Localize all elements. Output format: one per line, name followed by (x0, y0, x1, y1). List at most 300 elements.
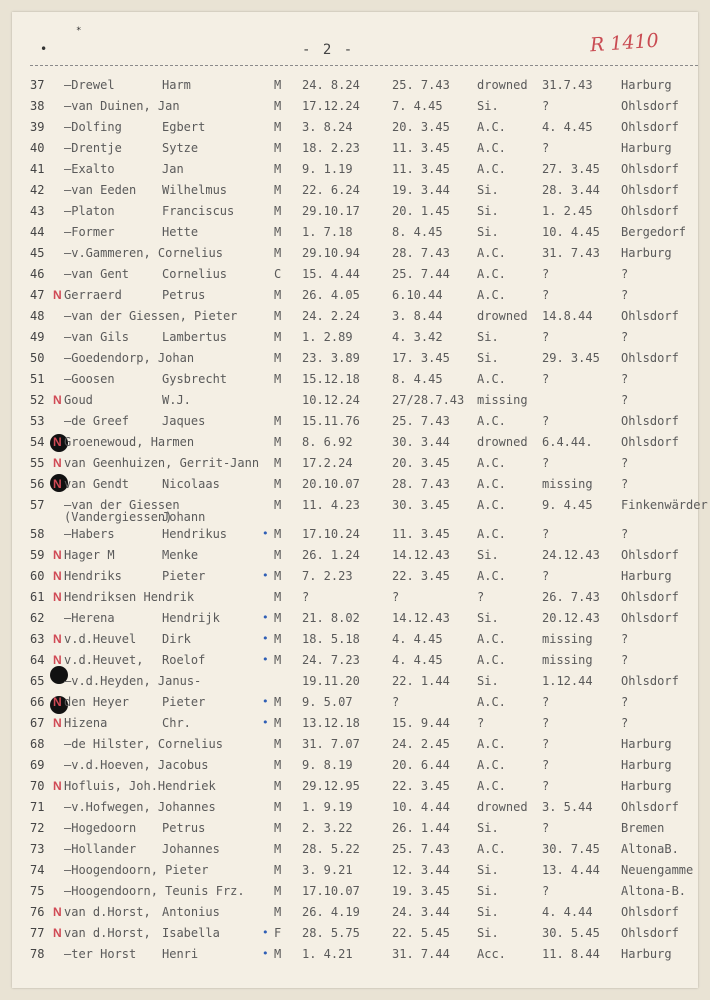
cell-died: ? (542, 716, 550, 730)
cell-arrival: 30. 3.44 (392, 435, 450, 449)
cell-birth: 1. 7.18 (302, 225, 353, 239)
cell-sex: M (274, 569, 282, 583)
cell-arrival: 25. 7.44 (392, 267, 450, 281)
archive-mark: R 1410 (589, 29, 660, 57)
cell-birth: 15.11.76 (302, 414, 360, 428)
table-row (12, 628, 698, 649)
cell-arrival: 17. 3.45 (392, 351, 450, 365)
cell-arrival: 20. 6.44 (392, 758, 450, 772)
cell-fate: A.C. (477, 477, 506, 491)
cell-arrival: 11. 3.45 (392, 141, 450, 155)
cell-fate: A.C. (477, 842, 506, 856)
table-row (12, 670, 698, 691)
cell-given: Henri (162, 947, 199, 961)
cell-mark: N (53, 435, 62, 449)
cell-place: Finkenwärder (621, 498, 708, 512)
cell-sex: M (274, 548, 282, 562)
cell-fate: A.C. (477, 372, 506, 386)
cell-fate: Si. (477, 225, 499, 239)
cell-place: Ohlsdorf (621, 674, 679, 688)
cell-birth: 21. 8.02 (302, 611, 360, 625)
cell-sex: M (274, 78, 282, 92)
cell-num: 78 (30, 947, 45, 961)
cell-num: 49 (30, 330, 45, 344)
table-row (12, 712, 698, 733)
cell-num: 75 (30, 884, 45, 898)
cell-surname: van Geenhuizen, Gerrit-Jann (64, 456, 260, 470)
cell-sex: M (274, 330, 282, 344)
cell-died: 27. 3.45 (542, 162, 600, 176)
cell-fate: A.C. (477, 288, 506, 302)
cell-num: 37 (30, 78, 45, 92)
cell-birth: 28. 5.75 (302, 926, 360, 940)
cell-birth: 20.10.07 (302, 477, 360, 491)
cell-num: 62 (30, 611, 45, 625)
cell-fate: Si. (477, 863, 499, 877)
cell-fate: drowned (477, 435, 528, 449)
cell-surname: –van Gils (64, 330, 130, 344)
cell-surname: –van der Giessen, Pieter (64, 309, 238, 323)
cell-fate: A.C. (477, 758, 506, 772)
cell-fate: Si. (477, 905, 499, 919)
cell-surname: –Herena (64, 611, 115, 625)
cell-fate: drowned (477, 309, 528, 323)
cell-surname: Gerraerd (64, 288, 122, 302)
cell-sex: M (274, 842, 282, 856)
cell-place: Harburg (621, 246, 672, 260)
cell-surname: –Former (64, 225, 115, 239)
cell-surname: Goud (64, 393, 93, 407)
table-row (12, 200, 698, 221)
table-row (12, 775, 698, 796)
cell-fate: ? (477, 590, 485, 604)
cell-sex: M (274, 905, 282, 919)
cell-given: Hendrikus (162, 527, 228, 541)
cell-mark: N (53, 632, 62, 646)
cell-arrival: 12. 3.44 (392, 863, 450, 877)
cell-num: 58 (30, 527, 45, 541)
document-page (12, 12, 708, 988)
cell-sex: M (274, 653, 282, 667)
cell-arrival: 25. 7.43 (392, 842, 450, 856)
table-row (12, 389, 698, 410)
cell-fate: A.C. (477, 527, 506, 541)
cell-arrival: ? (392, 590, 400, 604)
table-row (12, 452, 698, 473)
cell-given-alt: Johann (162, 510, 206, 524)
cell-birth: 1. 9.19 (302, 800, 353, 814)
cell-died: 31. 7.43 (542, 246, 600, 260)
cell-died: ? (542, 99, 550, 113)
cell-place: Harburg (621, 947, 672, 961)
cell-num: 59 (30, 548, 45, 562)
cell-arrival: 24. 3.44 (392, 905, 450, 919)
cell-num: 42 (30, 183, 45, 197)
cell-num: 56 (30, 477, 45, 491)
cell-surname: v.d.Heuvet, (64, 653, 144, 667)
cell-died: 13. 4.44 (542, 863, 600, 877)
cell-died: 4. 4.45 (542, 120, 593, 134)
cell-surname: –van der Giessen (64, 498, 180, 512)
cell-fate: A.C. (477, 695, 506, 709)
cell-surname: van d.Horst, (64, 926, 151, 940)
cell-sex: M (274, 183, 282, 197)
cell-birth: 8. 6.92 (302, 435, 353, 449)
cell-sex: M (274, 498, 282, 512)
cell-birth: 15.12.18 (302, 372, 360, 386)
cell-died: 6.4.44. (542, 435, 593, 449)
cell-arrival: 4. 4.45 (392, 632, 443, 646)
cell-given: Johannes (162, 842, 220, 856)
cell-birth: 1. 4.21 (302, 947, 353, 961)
cell-surname: Hager M (64, 548, 115, 562)
cell-mark: N (53, 288, 62, 302)
table-row (12, 544, 698, 565)
table-row (12, 880, 698, 901)
cell-given: Harm (162, 78, 191, 92)
cell-surname: –van Gent (64, 267, 130, 281)
cell-num: 46 (30, 267, 45, 281)
cell-died: 9. 4.45 (542, 498, 593, 512)
cell-num: 61 (30, 590, 45, 604)
cell-arrival: 11. 3.45 (392, 162, 450, 176)
cell-num: 77 (30, 926, 45, 940)
cell-arrival: 14.12.43 (392, 611, 450, 625)
cell-given: Hette (162, 225, 199, 239)
cell-died: ? (542, 779, 550, 793)
cell-fate: A.C. (477, 267, 506, 281)
cell-place: Bremen (621, 821, 665, 835)
cell-mark: N (53, 393, 62, 407)
cell-died: missing (542, 653, 593, 667)
cell-fate: Si. (477, 548, 499, 562)
cell-dot: • (262, 653, 269, 666)
table-row (12, 305, 698, 326)
cell-died: 4. 4.44 (542, 905, 593, 919)
cell-arrival: 4. 4.45 (392, 653, 443, 667)
cell-arrival: 30. 3.45 (392, 498, 450, 512)
cell-died: ? (542, 456, 550, 470)
cell-fate: drowned (477, 800, 528, 814)
cell-birth: 3. 8.24 (302, 120, 353, 134)
cell-arrival: 31. 7.44 (392, 947, 450, 961)
cell-died: 11. 8.44 (542, 947, 600, 961)
cell-surname: Hizena (64, 716, 108, 730)
cell-dot: • (262, 569, 269, 582)
cell-place: Bergedorf (621, 225, 687, 239)
cell-sex: M (274, 120, 282, 134)
cell-birth: 29.10.94 (302, 246, 360, 260)
cell-num: 43 (30, 204, 45, 218)
cell-arrival: 4. 3.42 (392, 330, 443, 344)
cell-sex: M (274, 204, 282, 218)
cell-num: 66 (30, 695, 45, 709)
cell-died: 1.12.44 (542, 674, 593, 688)
cell-sex: M (274, 800, 282, 814)
cell-sex: M (274, 695, 282, 709)
cell-place: Harburg (621, 78, 672, 92)
cell-mark: N (53, 653, 62, 667)
cell-birth: 15. 4.44 (302, 267, 360, 281)
cell-place: AltonaB. (621, 842, 679, 856)
table-row (12, 221, 698, 242)
cell-place: Ohlsdorf (621, 351, 679, 365)
cell-mark: N (53, 477, 62, 491)
cell-given: Chr. (162, 716, 191, 730)
cell-birth: 9. 1.19 (302, 162, 353, 176)
header-divider (30, 65, 698, 66)
cell-died: 30. 5.45 (542, 926, 600, 940)
table-row (12, 565, 698, 586)
cell-arrival: 15. 9.44 (392, 716, 450, 730)
cell-arrival: 26. 1.44 (392, 821, 450, 835)
cell-surname: Hendriks (64, 569, 122, 583)
cell-died: ? (542, 569, 550, 583)
cell-surname: –Exalto (64, 162, 115, 176)
cell-surname: –Platon (64, 204, 115, 218)
cell-given: Antonius (162, 905, 220, 919)
record-list (12, 74, 708, 964)
cell-num: 72 (30, 821, 45, 835)
cell-place: ? (621, 695, 629, 709)
table-row (12, 859, 698, 880)
cell-birth: 24. 2.24 (302, 309, 360, 323)
cell-fate: A.C. (477, 569, 506, 583)
cell-place: ? (621, 477, 629, 491)
cell-place: Harburg (621, 737, 672, 751)
cell-fate: Si. (477, 926, 499, 940)
cell-num: 48 (30, 309, 45, 323)
cell-mark: N (53, 716, 62, 730)
cell-died: 31.7.43 (542, 78, 593, 92)
cell-sex: C (274, 267, 282, 281)
cell-sex: M (274, 351, 282, 365)
cell-place: Ohlsdorf (621, 309, 679, 323)
cell-birth: 7. 2.23 (302, 569, 353, 583)
cell-birth: 13.12.18 (302, 716, 360, 730)
cell-arrival: 22. 3.45 (392, 779, 450, 793)
cell-birth: 26. 4.05 (302, 288, 360, 302)
cell-fate: Si. (477, 204, 499, 218)
cell-birth: 2. 3.22 (302, 821, 353, 835)
cell-fate: A.C. (477, 779, 506, 793)
cell-died: missing (542, 477, 593, 491)
cell-died: 29. 3.45 (542, 351, 600, 365)
cell-surname: Hendriksen Hendrik (64, 590, 195, 604)
cell-surname: –de Greef (64, 414, 130, 428)
cell-birth: 9. 8.19 (302, 758, 353, 772)
cell-place: Neuengamme (621, 863, 694, 877)
cell-place: ? (621, 653, 629, 667)
cell-died: 3. 5.44 (542, 800, 593, 814)
cell-surname: –van Duinen, Jan (64, 99, 180, 113)
cell-fate: drowned (477, 78, 528, 92)
cell-surname: –Goedendorp, Johan (64, 351, 195, 365)
cell-surname: –Goosen (64, 372, 115, 386)
cell-birth: ? (302, 590, 310, 604)
cell-place: ? (621, 288, 629, 302)
cell-fate: Si. (477, 674, 499, 688)
cell-place: ? (621, 456, 629, 470)
cell-arrival: 7. 4.45 (392, 99, 443, 113)
cell-sex: M (274, 414, 282, 428)
cell-arrival: 10. 4.44 (392, 800, 450, 814)
cell-given: Menke (162, 548, 199, 562)
cell-fate: Si. (477, 183, 499, 197)
table-row (12, 179, 698, 200)
cell-place: ? (621, 267, 629, 281)
cell-birth: 10.12.24 (302, 393, 360, 407)
cell-died: ? (542, 695, 550, 709)
cell-fate: ? (477, 716, 485, 730)
cell-birth: 17.10.24 (302, 527, 360, 541)
table-row (12, 922, 698, 943)
cell-place: Ohlsdorf (621, 204, 679, 218)
cell-surname: Groenewoud, Harmen (64, 435, 195, 449)
cell-num: 74 (30, 863, 45, 877)
cell-died: 24.12.43 (542, 548, 600, 562)
cell-num: 71 (30, 800, 45, 814)
table-row (12, 410, 698, 431)
cell-place: Harburg (621, 779, 672, 793)
cell-sex: M (274, 527, 282, 541)
cell-arrival: ? (392, 695, 400, 709)
cell-given: Wilhelmus (162, 183, 228, 197)
cell-arrival: 22. 1.44 (392, 674, 450, 688)
cell-mark: N (53, 590, 62, 604)
cell-given: Jan (162, 162, 184, 176)
cell-given: Egbert (162, 120, 206, 134)
cell-given: Nicolaas (162, 477, 220, 491)
cell-place: ? (621, 372, 629, 386)
cell-given: Hendrijk (162, 611, 220, 625)
cell-died: missing (542, 632, 593, 646)
cell-num: 45 (30, 246, 45, 260)
cell-sex: M (274, 225, 282, 239)
cell-surname: –v.d.Hoeven, Jacobus (64, 758, 209, 772)
cell-birth: 18. 2.23 (302, 141, 360, 155)
cell-dot: • (262, 632, 269, 645)
cell-died: 26. 7.43 (542, 590, 600, 604)
table-row (12, 284, 698, 305)
cell-mark: N (53, 905, 62, 919)
cell-place: Ohlsdorf (621, 162, 679, 176)
cell-sex: M (274, 372, 282, 386)
cell-place: Ohlsdorf (621, 905, 679, 919)
cell-fate: A.C. (477, 141, 506, 155)
cell-arrival: 19. 3.44 (392, 183, 450, 197)
cell-num: 51 (30, 372, 45, 386)
cell-fate: A.C. (477, 737, 506, 751)
table-row (12, 733, 698, 754)
cell-given: Sytze (162, 141, 199, 155)
cell-given: W.J. (162, 393, 191, 407)
cell-num: 40 (30, 141, 45, 155)
cell-surname: –Drentje (64, 141, 122, 155)
cell-surname: –v.Gammeren, Cornelius (64, 246, 223, 260)
cell-fate: A.C. (477, 246, 506, 260)
cell-arrival: 8. 4.45 (392, 225, 443, 239)
cell-died: 30. 7.45 (542, 842, 600, 856)
cell-fate: A.C. (477, 498, 506, 512)
cell-died: ? (542, 330, 550, 344)
cell-surname: –Hollander (64, 842, 137, 856)
cell-sex: M (274, 162, 282, 176)
cell-place: Ohlsdorf (621, 800, 679, 814)
cell-died: ? (542, 372, 550, 386)
cell-sex: M (274, 309, 282, 323)
table-row (12, 242, 698, 263)
cell-arrival: 24. 2.45 (392, 737, 450, 751)
cell-birth: 3. 9.21 (302, 863, 353, 877)
table-row (12, 691, 698, 712)
cell-place: Harburg (621, 569, 672, 583)
cell-birth: 24. 8.24 (302, 78, 360, 92)
cell-surname: –Habers (64, 527, 115, 541)
cell-given: Isabella (162, 926, 220, 940)
cell-given: Dirk (162, 632, 191, 646)
cell-num: 44 (30, 225, 45, 239)
cell-died: ? (542, 884, 550, 898)
table-row (12, 817, 698, 838)
cell-birth: 31. 7.07 (302, 737, 360, 751)
cell-dot: • (262, 611, 269, 624)
cell-arrival: 11. 3.45 (392, 527, 450, 541)
table-row (12, 431, 698, 452)
cell-given: Jaques (162, 414, 206, 428)
table-row (12, 494, 708, 524)
table-row (12, 607, 698, 628)
cell-surname: Hofluis, Joh.Hendriek (64, 779, 216, 793)
cell-sex: M (274, 632, 282, 646)
cell-surname: v.d.Heuvel (64, 632, 137, 646)
cell-sex: M (274, 863, 282, 877)
cell-place: Ohlsdorf (621, 611, 679, 625)
ink-dot: * (76, 26, 82, 36)
cell-birth: 26. 1.24 (302, 548, 360, 562)
table-row (12, 901, 698, 922)
cell-sex: M (274, 716, 282, 730)
cell-place: ? (621, 393, 629, 407)
cell-surname: –Hogedoorn (64, 821, 137, 835)
cell-given: Petrus (162, 288, 206, 302)
cell-num: 73 (30, 842, 45, 856)
cell-surname: –ter Horst (64, 947, 137, 961)
cell-died: 14.8.44 (542, 309, 593, 323)
cell-place: Ohlsdorf (621, 435, 679, 449)
cell-fate: missing (477, 393, 528, 407)
cell-dot: • (262, 947, 269, 960)
cell-place: Ohlsdorf (621, 414, 679, 428)
cell-sex: M (274, 821, 282, 835)
cell-given: Cornelius (162, 267, 228, 281)
cell-place: ? (621, 330, 629, 344)
cell-birth: 23. 3.89 (302, 351, 360, 365)
cell-fate: A.C. (477, 120, 506, 134)
cell-birth: 17.12.24 (302, 99, 360, 113)
cell-num: 50 (30, 351, 45, 365)
cell-died: ? (542, 527, 550, 541)
cell-arrival: 19. 3.45 (392, 884, 450, 898)
cell-place: Ohlsdorf (621, 590, 679, 604)
cell-dot: • (262, 926, 269, 939)
cell-num: 53 (30, 414, 45, 428)
cell-died: ? (542, 141, 550, 155)
table-row (12, 347, 698, 368)
cell-num: 70 (30, 779, 45, 793)
cell-arrival: 25. 7.43 (392, 78, 450, 92)
cell-num: 54 (30, 435, 45, 449)
